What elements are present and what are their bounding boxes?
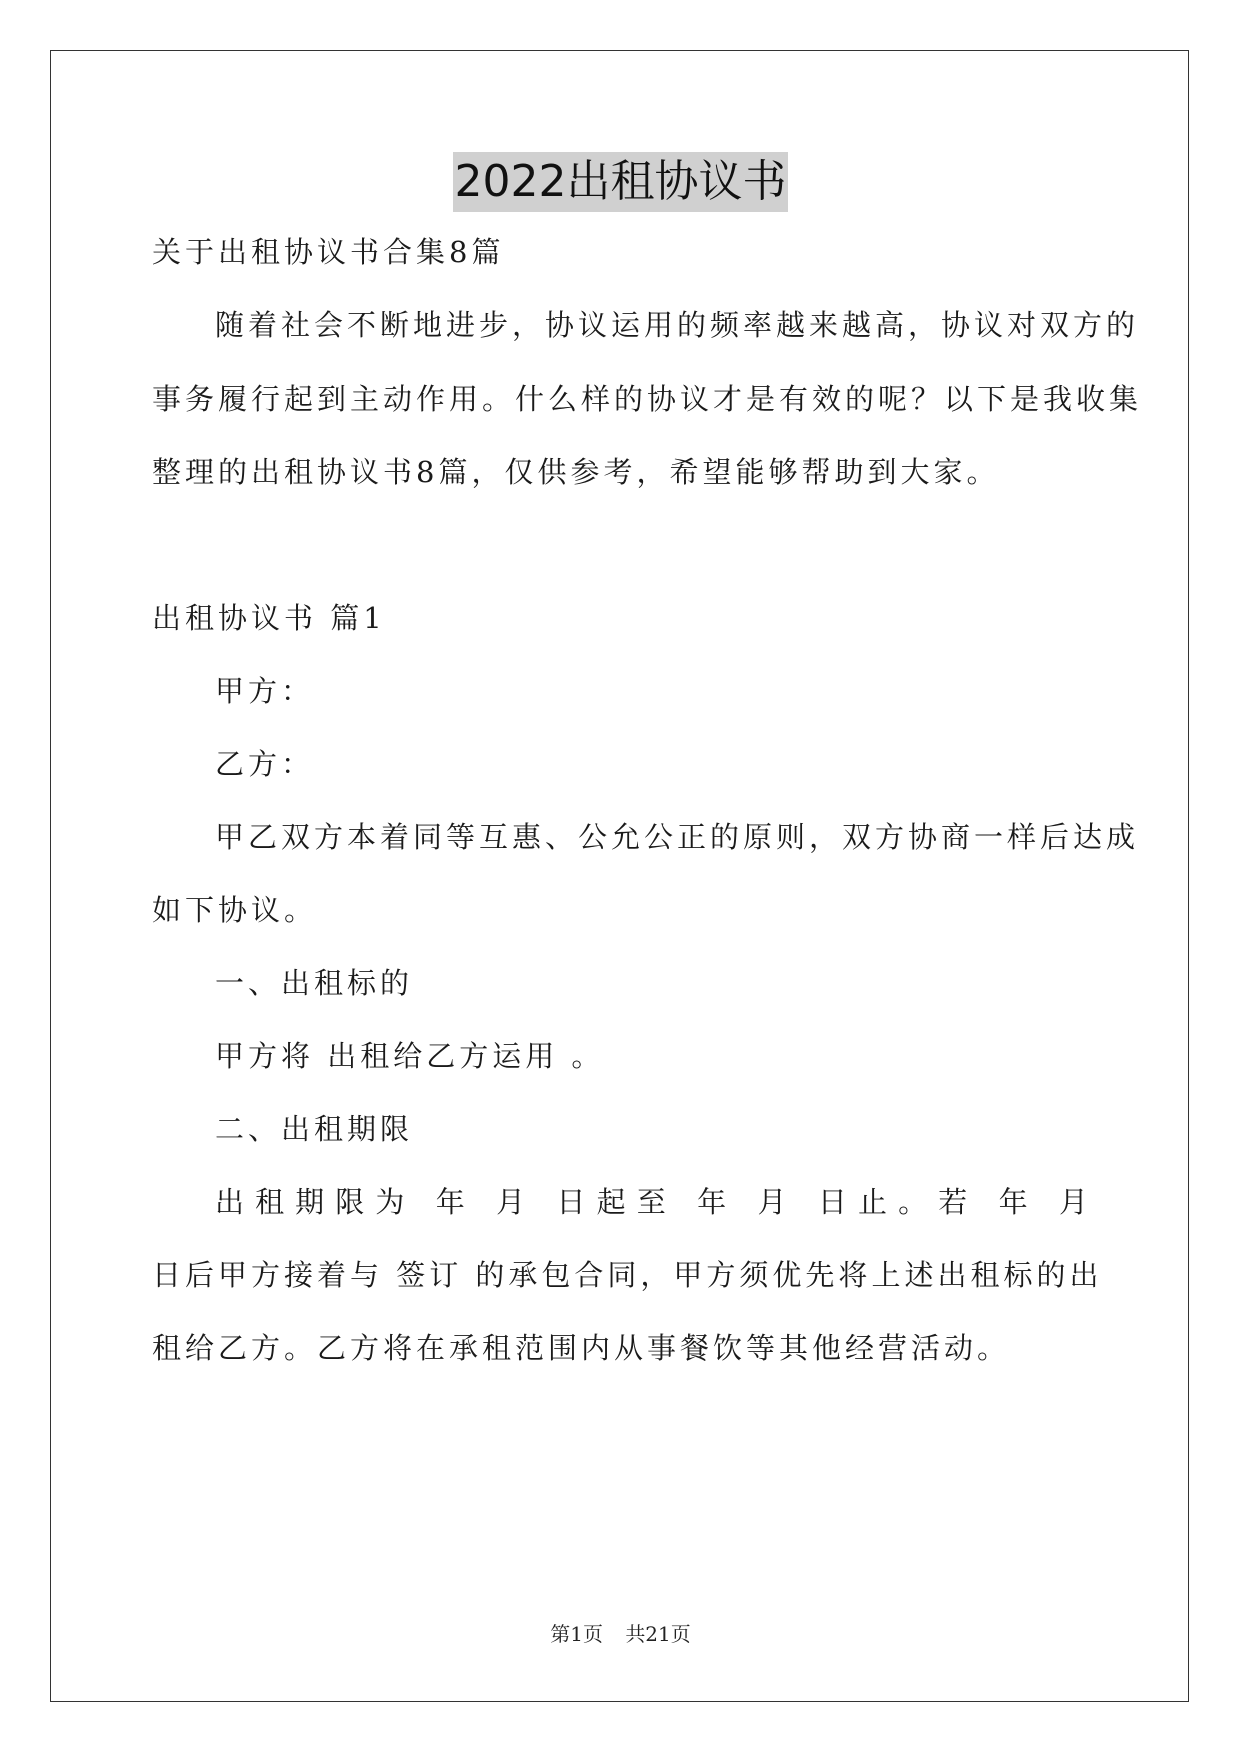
title-container bbox=[0, 152, 1241, 212]
clause2-line-2: 日后甲方接着与 签订 的承包合同，甲方须优先将上述出租标的出 bbox=[152, 1258, 1103, 1292]
page-border bbox=[50, 50, 1189, 1702]
page-footer bbox=[0, 1618, 1241, 1647]
clause2-line-3: 租给乙方。乙方将在承租范围内从事餐饮等其他经营活动。 bbox=[152, 1331, 1011, 1365]
clause1-heading: 一、出租标的 bbox=[215, 966, 414, 1000]
principle-line-2: 如下协议。 bbox=[152, 893, 318, 927]
party-a-label: 甲方： bbox=[215, 674, 315, 708]
party-b-label: 乙方： bbox=[215, 747, 315, 781]
clause2-line-1: 出租期限为 年 月 日起至 年 月 日止。若 年 月 bbox=[215, 1185, 1092, 1219]
clause2-heading: 二、出租期限 bbox=[215, 1112, 414, 1146]
subtitle: 关于出租协议书合集8篇 bbox=[152, 235, 505, 269]
clause1-text: 甲方将 出租给乙方运用 。 bbox=[215, 1039, 605, 1073]
intro-line-3: 整理的出租协议书8篇，仅供参考，希望能够帮助到大家。 bbox=[152, 455, 1000, 489]
page-total: 共21页 bbox=[625, 1622, 691, 1646]
section-heading: 出租协议书 篇1 bbox=[152, 601, 386, 635]
principle-line-1: 甲乙双方本着同等互惠、公允公正的原则，双方协商一样后达成 bbox=[215, 820, 1140, 854]
intro-line-2: 事务履行起到主动作用。什么样的协议才是有效的呢？以下是我收集 bbox=[152, 382, 1143, 416]
intro-line-1: 随着社会不断地进步，协议运用的频率越来越高，协议对双方的 bbox=[215, 308, 1140, 342]
page-number: 第1页 bbox=[550, 1622, 603, 1646]
document-title: 2022出租协议书 bbox=[453, 152, 789, 212]
